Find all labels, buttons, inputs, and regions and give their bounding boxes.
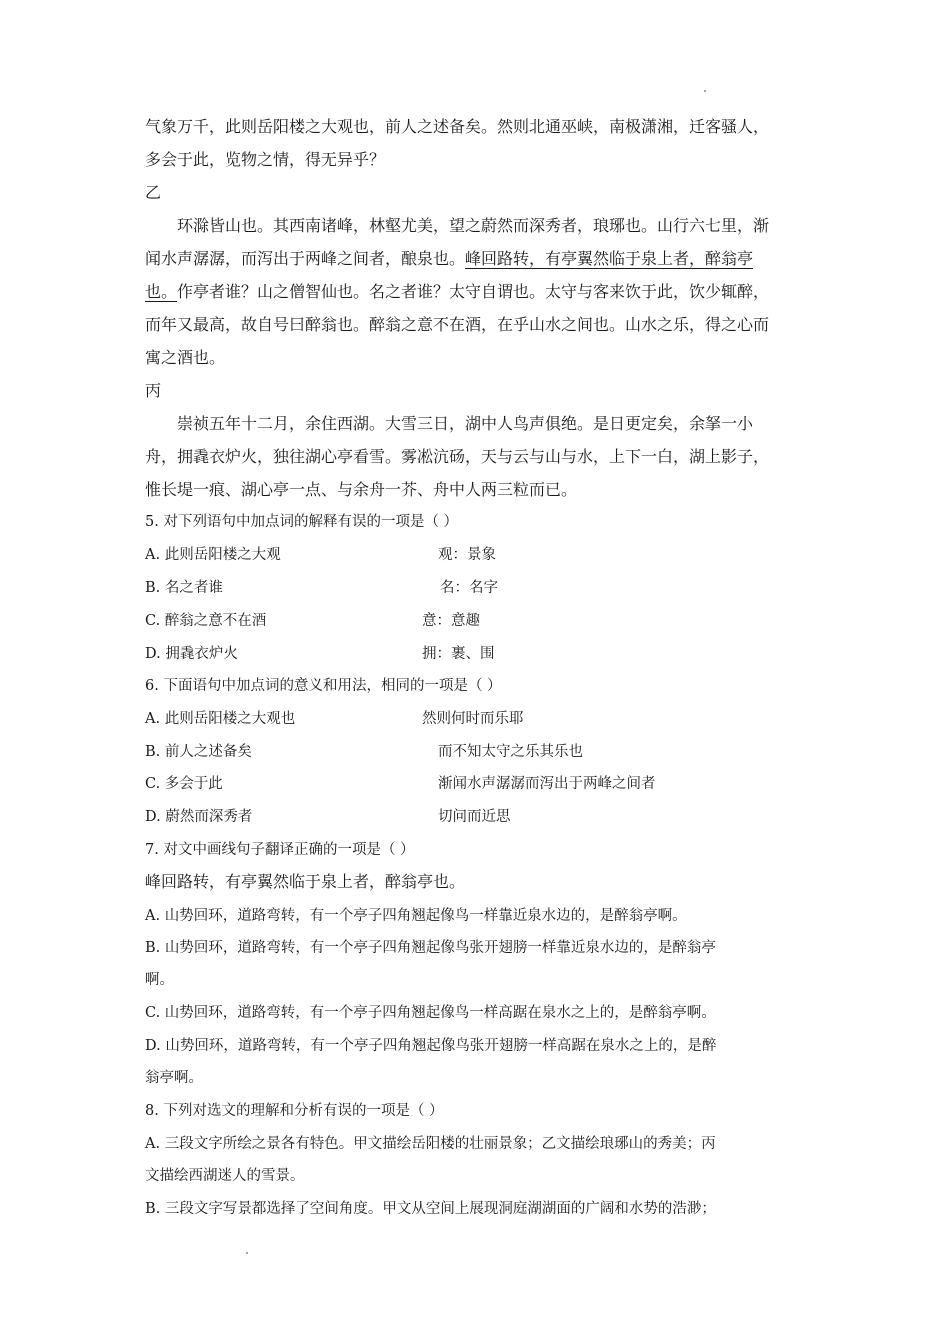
yi-text-line: 而年又最高，故自号曰醉翁也。醉翁之意不在酒，在乎山水之间也。山水之乐，得之心而 xyxy=(145,315,770,334)
q5-option-c: C. 醉翁之意不在酒 xyxy=(145,613,267,629)
scan-dot xyxy=(704,90,706,92)
jia-text-line: 多会于此，览物之情，得无异乎？ xyxy=(145,150,386,169)
yi-text-line xyxy=(145,282,769,302)
question-6-stem: 6. 下面语句中加点词的意义和用法，相同的一项是（ ） xyxy=(145,678,502,694)
q5-option-d-answer: 拥：裹、围 xyxy=(422,646,495,662)
question-8-stem: 8. 下列对选文的理解和分析有误的一项是（ ） xyxy=(145,1103,444,1119)
q8-option-a-cont: 文描绘西湖迷人的雪景。 xyxy=(145,1168,305,1184)
yi-text-line: 环滁皆山也。其西南诸峰，林壑尤美，望之蔚然而深秀者，琅琊也。山行六七里，渐 xyxy=(177,216,770,235)
q5-option-c-answer: 意：意趣 xyxy=(422,613,480,629)
underlined-sentence-end: 也。 xyxy=(145,282,178,301)
q6-option-d-answer: 切问而近思 xyxy=(438,809,511,825)
bing-text-line: 惟长堤一痕、湖心亭一点、与余舟一芥、舟中人两三粒而已。 xyxy=(145,480,578,499)
q7-option-b-cont: 啊。 xyxy=(145,972,174,988)
q7-quoted-sentence: 峰回路转，有亭翼然临于泉上者，醉翁亭也。 xyxy=(145,872,466,891)
yi-text-line xyxy=(145,249,753,269)
question-7-stem: 7. 对文中画线句子翻译正确的一项是（ ） xyxy=(145,842,415,858)
q7-option-a: A. 山势回环，道路弯转，有一个亭子四角翘起像鸟一样靠近泉水边的，是醉翁亭啊。 xyxy=(145,908,687,924)
q8-option-a: A. 三段文字所绘之景各有特色。甲文描绘岳阳楼的壮丽景象；乙文描绘琅琊山的秀美；丙 xyxy=(145,1136,716,1152)
jia-text-line: 气象万千，此则岳阳楼之大观也，前人之述备矣。然则北通巫峡，南极潇湘，迁客骚人， xyxy=(145,117,770,136)
q6-option-c-answer: 渐闻水声潺潺而泻出于两峰之间者 xyxy=(438,776,656,792)
yi-text-plain: 作亭者谁？山之僧智仙也。名之者谁？太守自谓也。太守与客来饮于此，饮少辄醉， xyxy=(177,282,770,301)
q7-option-c: C. 山势回环，道路弯转，有一个亭子四角翘起像鸟一样高踞在泉水之上的，是醉翁亭啊。 xyxy=(145,1005,716,1021)
section-label-bing: 丙 xyxy=(145,381,162,400)
section-label-yi: 乙 xyxy=(145,183,162,202)
q5-option-a: A. 此则岳阳楼之大观 xyxy=(145,547,281,563)
q7-option-d-cont: 翁亭啊。 xyxy=(145,1070,203,1086)
underlined-sentence: 峰回路转，有亭翼然临于泉上者，醉翁亭 xyxy=(465,249,754,268)
bing-text-line: 舟，拥毳衣炉火，独往湖心亭看雪。雾凇沆砀，天与云与山与水，上下一白，湖上影子， xyxy=(145,447,770,466)
q5-option-a-answer: 观：景象 xyxy=(438,547,496,563)
scan-dot xyxy=(246,1252,248,1254)
question-5-stem: 5. 对下列语句中加点词的解释有误的一项是（ ） xyxy=(145,514,459,530)
q6-option-c: C. 多会于此 xyxy=(145,776,223,792)
q7-option-b: B. 山势回环，道路弯转，有一个亭子四角翘起像鸟张开翅膀一样靠近泉水边的，是醉翁亭 xyxy=(145,940,716,956)
q6-option-a-answer: 然则何时而乐耶 xyxy=(422,711,524,727)
q8-option-b: B. 三段文字写景都选择了空间角度。甲文从空间上展现洞庭湖湖面的广阔和水势的浩渺； xyxy=(145,1201,716,1217)
yi-text-line: 寓之酒也。 xyxy=(145,348,226,367)
q6-option-b-answer: 而不知太守之乐其乐也 xyxy=(438,744,583,760)
bing-text-line: 崇祯五年十二月，余住西湖。大雪三日，湖中人鸟声俱绝。是日更定矣，余拏一小 xyxy=(177,414,754,433)
q5-option-b: B. 名之者谁 xyxy=(145,580,223,596)
q5-option-d: D. 拥毳衣炉火 xyxy=(145,646,238,662)
q5-option-b-answer: 名：名字 xyxy=(440,580,498,596)
q7-option-d: D. 山势回环，道路弯转，有一个亭子四角翘起像鸟张开翅膀一样高踞在泉水之上的，是醉 xyxy=(145,1038,717,1054)
q6-option-b: B. 前人之述备矣 xyxy=(145,744,252,760)
q6-option-a: A. 此则岳阳楼之大观也 xyxy=(145,711,296,727)
yi-text-plain: 闻水声潺潺，而泻出于两峰之间者，酿泉也。 xyxy=(145,249,466,268)
q6-option-d: D. 蔚然而深秀者 xyxy=(145,809,253,825)
